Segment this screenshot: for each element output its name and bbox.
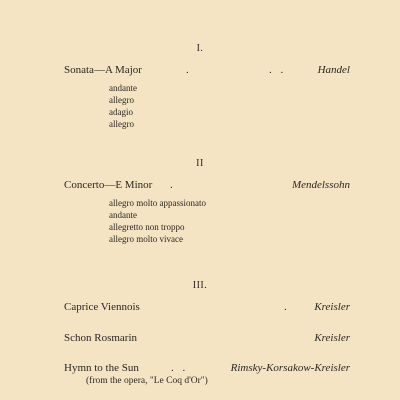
composer-name: Mendelssohn bbox=[291, 179, 350, 191]
leader-dots: . bbox=[186, 64, 192, 76]
composer-name: Rimsky-Korsakow-Kreisler bbox=[230, 362, 350, 374]
piece-title: Schon Rosmarin bbox=[64, 332, 138, 344]
movement-item: andante bbox=[109, 210, 137, 220]
leader-dots: . . bbox=[269, 64, 287, 76]
piece-row-rosmarin bbox=[64, 332, 350, 348]
movement-item: allegro molto vivace bbox=[109, 234, 183, 244]
movement-item: allegro bbox=[109, 119, 134, 129]
movement-item: adagio bbox=[109, 107, 133, 117]
section-number-2: II bbox=[196, 158, 204, 169]
composer-name: Kreisler bbox=[314, 332, 350, 344]
composer-name: Kreisler bbox=[314, 301, 350, 313]
piece-title: Concerto—E Minor bbox=[64, 179, 153, 191]
movement-list bbox=[109, 82, 137, 130]
movement-item: allegro bbox=[109, 95, 134, 105]
leader-dots: . bbox=[284, 301, 290, 313]
movement-item: allegro molto appassionato bbox=[109, 198, 206, 208]
section-number-1: I. bbox=[196, 43, 204, 54]
piece-title: Caprice Viennois bbox=[64, 301, 140, 313]
composer-name: Handel bbox=[317, 64, 350, 76]
piece-note: (from the opera, "Le Coq d'Or") bbox=[86, 376, 208, 386]
leader-dots: . bbox=[170, 179, 176, 191]
piece-title: Sonata—A Major bbox=[64, 64, 142, 76]
movement-list bbox=[109, 197, 206, 245]
movement-item: andante bbox=[109, 83, 137, 93]
section-number-3: III. bbox=[192, 280, 208, 291]
piece-row-caprice bbox=[64, 301, 350, 317]
piece-row-concerto bbox=[64, 179, 350, 195]
piece-title: Hymn to the Sun bbox=[64, 362, 139, 374]
movement-item: allegretto non troppo bbox=[109, 222, 185, 232]
piece-row-sonata bbox=[64, 64, 350, 80]
leader-dots: . . bbox=[171, 362, 189, 374]
